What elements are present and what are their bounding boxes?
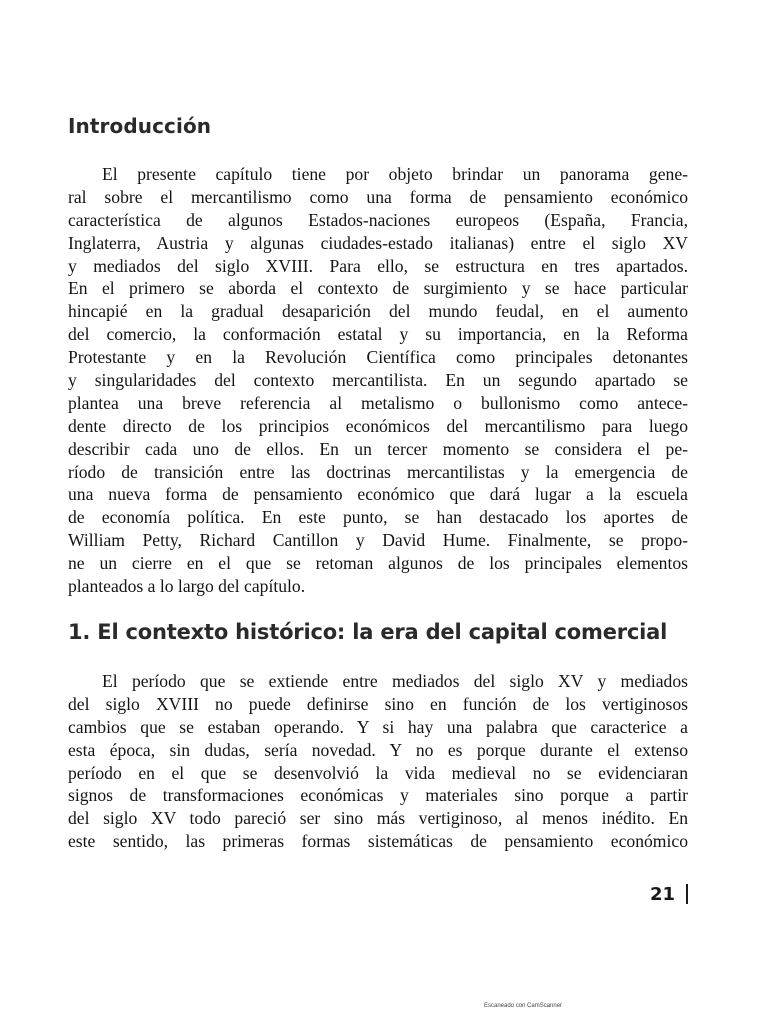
text-line: ne un cierre en el que se retoman algunos de los principales elementos [68,553,688,574]
text-line: y singularidades del contexto mercantilista. En un segundo apartado se [68,370,688,391]
text-line: plantea una breve referencia al metalismo o bullonismo como antece- [68,392,688,413]
scanner-watermark: Escaneado con CamScanner [484,1003,563,1009]
text-line: ríodo de transición entre las doctrinas mercantilistas y la emergencia de [68,461,688,482]
text-line: del comercio, la conformación estatal y su importancia, en la Reforma [68,324,688,345]
text-line: planteados a lo largo del capítulo. [68,576,306,597]
text-line: este sentido, las primeras formas sistemáticas de pensamiento económico [68,831,688,852]
text-line: dente directo de los principios económicos del mercantilismo para luego [68,415,688,436]
page-number: 21 [650,884,676,905]
section-1-paragraph [68,670,688,853]
text-line: cambios que se estaban operando. Y si hay una palabra que caracterice a [68,716,688,737]
intro-paragraph [68,163,688,598]
text-line: de economía política. En este punto, se han destacado los aportes de [68,507,688,528]
page-number-divider [686,884,688,904]
text-line: Inglaterra, Austria y algunas ciudades-estado italianas) entre el siglo XV [68,232,688,253]
intro-heading: Introducción [68,114,212,138]
text-line: período en el que se desenvolvió la vida medieval no se evidenciaran [68,762,688,783]
text-line: William Petty, Richard Cantillon y David Hume. Finalmente, se propo- [68,530,688,551]
text-line: El presente capítulo tiene por objeto brindar un panorama gene- [102,164,688,184]
text-line: característica de algunos Estados-naciones europeos (España, Francia, [68,209,688,230]
text-line: una nueva forma de pensamiento económico que dará lugar a la escuela [68,484,688,505]
text-line: esta época, sin dudas, sería novedad. Y no es porque durante el extenso [68,739,688,760]
text-line: En el primero se aborda el contexto de surgimiento y se hace particular [68,278,688,299]
section-1-heading: 1. El contexto histórico: la era del capital comercial [68,620,668,644]
text-line: ral sobre el mercantilismo como una forma de pensamiento económico [68,186,688,207]
text-line: El período que se extiende entre mediados del siglo XV y mediados [102,671,688,691]
text-line: describir cada uno de ellos. En un tercer momento se considera el pe- [68,438,688,459]
text-line: signos de transformaciones económicas y materiales sino porque a partir [68,785,688,806]
text-line: del siglo XV todo pareció ser sino más vertiginoso, al menos inédito. En [68,808,688,829]
text-line: y mediados del siglo XVIII. Para ello, se estructura en tres apartados. [68,255,688,276]
text-line: Protestante y en la Revolución Científica como principales detonantes [68,347,688,368]
text-line: del siglo XVIII no puede definirse sino en función de los vertiginosos [68,693,688,714]
text-line: hincapié en la gradual desaparición del mundo feudal, en el aumento [68,301,688,322]
